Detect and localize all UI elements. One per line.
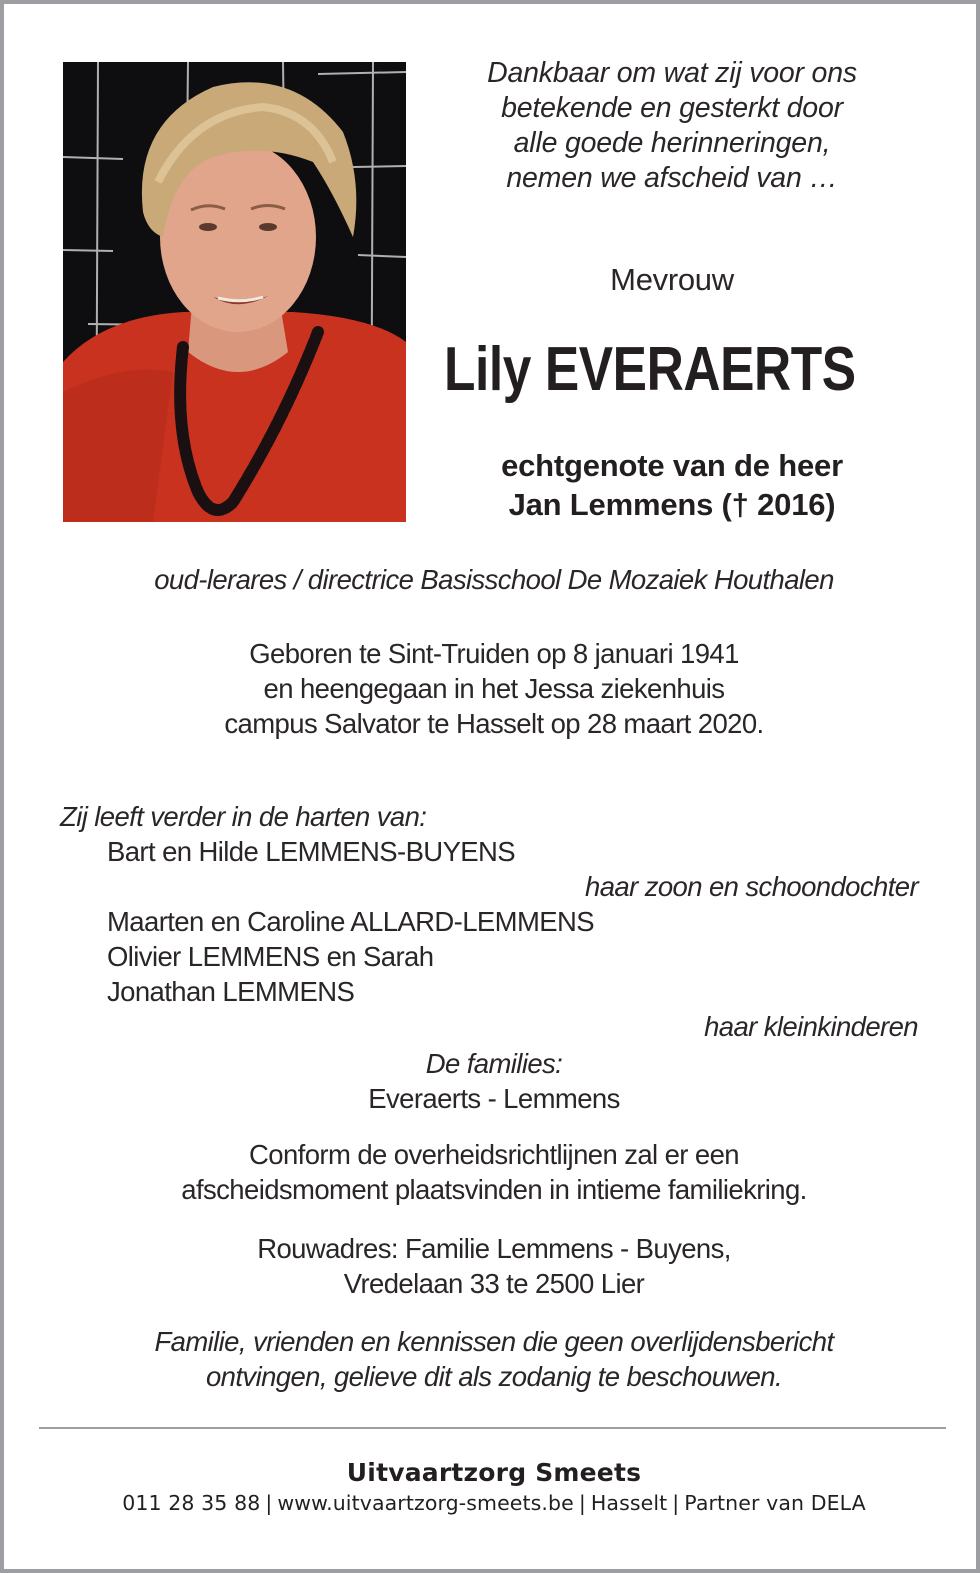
separator: | [265,1491,273,1515]
spouse-info [444,446,900,524]
notice-line: ontvingen, gelieve dit als zodanig te beschouwen. [205,1361,783,1392]
ceremony-line: Conform de overheidsrichtlijnen zal er een [249,1139,739,1170]
survivor-name: Maarten en Caroline ALLARD-LEMMENS [107,906,595,937]
spouse-line: Jan Lemmens († 2016) [508,487,836,522]
families-section [44,1046,944,1116]
birth-death-line: en heengegaan in het Jessa ziekenhuis [263,673,725,704]
funeral-home-website[interactable]: www.uitvaartzorg-smeets.be [277,1491,574,1515]
intro-line: betekende en gesterkt door [501,92,843,124]
deceased-title: Mevrouw [610,262,734,297]
notification-notice [44,1324,944,1394]
ceremony-line: afscheidsmoment plaatsvinden in intieme familiekring. [181,1174,807,1205]
funeral-home-contact [34,1491,954,1515]
address-line: Vredelaan 33 te 2500 Lier [343,1268,645,1299]
portrait-image [63,62,406,522]
separator: | [578,1491,586,1515]
intro-line: nemen we afscheid van … [506,162,838,194]
birth-death-line: campus Salvator te Hasselt op 28 maart 2020. [224,708,764,739]
families-label: De families: [425,1048,563,1079]
survivor-name: Jonathan LEMMENS [107,976,355,1007]
survivor-name: Olivier LEMMENS en Sarah [107,941,434,972]
portrait-photo [63,62,406,522]
intro-line: alle goede herinneringen, [513,127,831,159]
survivors-list [60,799,920,1044]
intro-verse [444,56,900,196]
notice-line: Familie, vrienden en kennissen die geen overlijdensbericht [154,1326,834,1357]
deceased-name: Lily EVERAERTS [444,335,856,404]
occupation: oud-lerares / directrice Basisschool De Mozaiek Houthalen [154,564,834,595]
separator: | [672,1491,680,1515]
funeral-home-name: Uitvaartzorg Smeets [346,1458,642,1487]
survivor-relation: haar kleinkinderen [704,1011,918,1042]
condolence-address [44,1231,944,1301]
funeral-home-city: Hasselt [590,1491,668,1515]
birth-death-line: Geboren te Sint-Truiden op 8 januari 1941 [249,638,739,669]
address-line: Rouwadres: Familie Lemmens - Buyens, [257,1233,731,1264]
ceremony-info [44,1137,944,1207]
funeral-home-partner: Partner van DELA [684,1491,866,1515]
footer-divider [39,1427,946,1429]
survivors-lead: Zij leeft verder in de harten van: [60,801,427,832]
survivor-relation: haar zoon en schoondochter [585,871,918,902]
funeral-home-phone: 011 28 35 88 [122,1491,261,1515]
survivor-name: Bart en Hilde LEMMENS-BUYENS [107,836,516,867]
intro-line: Dankbaar om wat zij voor ons [487,57,857,89]
birth-death-info [44,636,944,741]
families-names: Everaerts - Lemmens [368,1083,620,1114]
spouse-line: echtgenote van de heer [501,448,843,483]
